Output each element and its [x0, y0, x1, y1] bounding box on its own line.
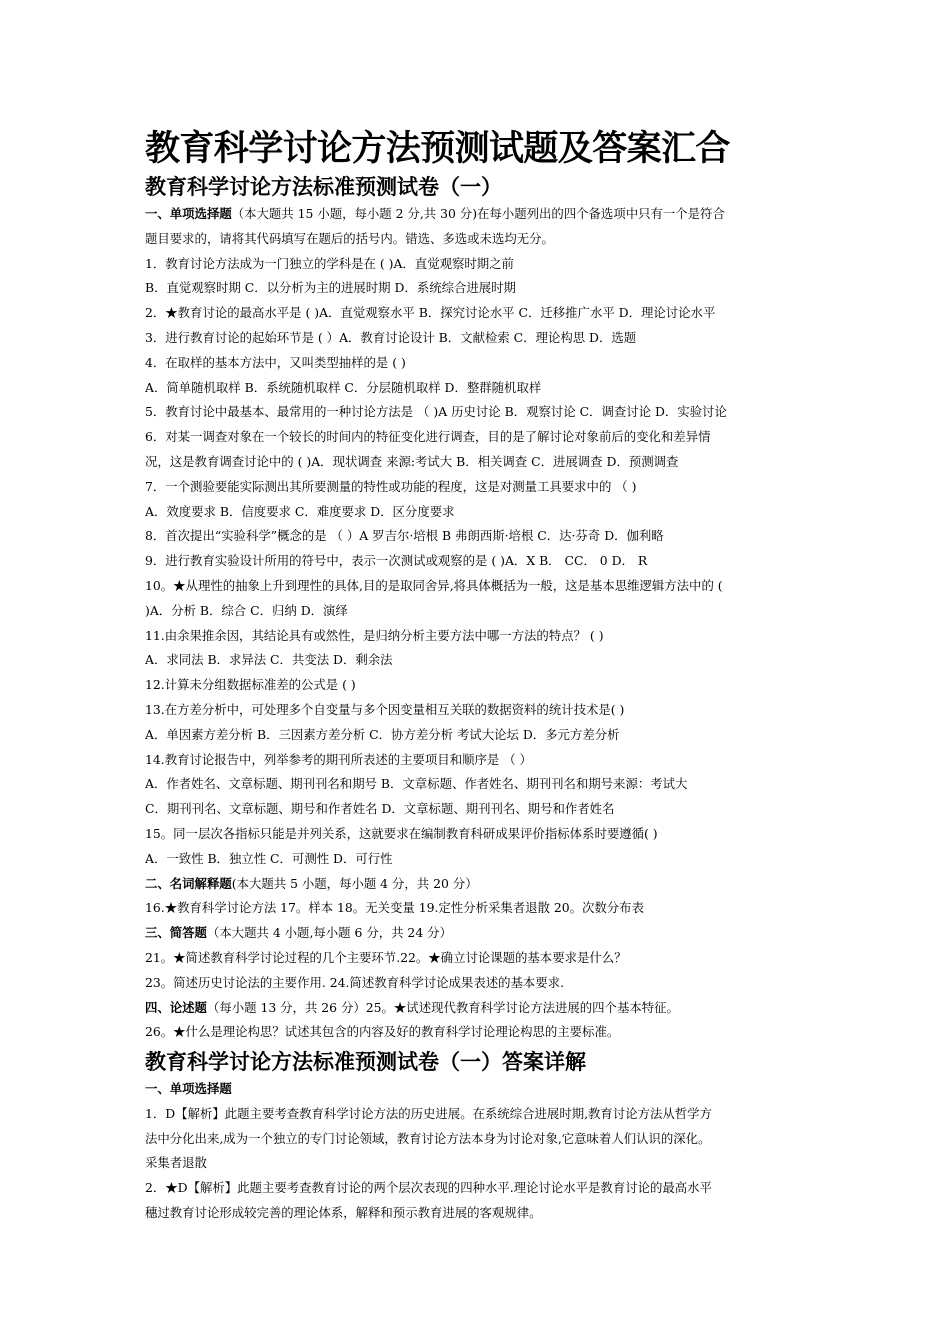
text-line [145, 946, 813, 971]
text-line [145, 723, 813, 748]
text-line [145, 1077, 813, 1102]
line-text: 12.计算未分组数据标准差的公式是 ( ) [145, 677, 356, 693]
line-text: （本大题共 4 小题,每小题 6 分，共 24 分） [206, 925, 452, 941]
text-line [145, 276, 813, 301]
line-text: 采集者退散 [145, 1155, 207, 1171]
answer-body [145, 1077, 813, 1226]
line-text: 4．在取样的基本方法中，又叫类型抽样的是 ( ) [145, 354, 406, 370]
line-text: 16.★教育科学讨论方法 17。样本 18。无关变量 19.定性分析采集者退散 20。次数分布表 [145, 900, 644, 916]
line-text: 23。简述历史讨论法的主要作用. 24.简述教育科学讨论成果表述的基本要求. [145, 974, 565, 990]
line-text: 1．教育讨论方法成为一门独立的学科是在 ( )A．直觉观察时期之前 [145, 255, 514, 271]
text-line [145, 872, 813, 897]
text-line [145, 326, 813, 351]
line-text: 2．★教育讨论的最高水平是 ( )A．直觉观察水平 B．探究讨论水平 C．迁移推广水平 D．理论讨论水平 [145, 305, 716, 321]
text-line [145, 624, 813, 649]
line-text: )A．分析 B．综合 C．归纳 D．演绎 [145, 602, 348, 618]
line-text: 法中分化出来,成为一个独立的专门讨论领域，教育讨论方法本身为讨论对象,它意味着人们认识的深化。 [145, 1130, 711, 1146]
section-heading: 一、单项选择题 [145, 206, 232, 221]
line-text: 9．进行教育实验设计所用的符号中，表示一次测试或观察的是 ( )A．X B． CC． 0 D． R [145, 553, 648, 569]
line-text: 10。★从理性的抽象上升到理性的具体,目的是取同舍异,将具体概括为一般，这是基本思维逻辑方法中的 ( [145, 577, 723, 593]
text-line [145, 227, 813, 252]
line-text: （本大题共 15 小题，每小题 2 分,共 30 分)在每小题列出的四个备选项中只有一个是符合 [231, 206, 725, 221]
line-text: A．作者姓名、文章标题、期刊刊名和期号 B．文章标题、作者姓名、期刊刊名和期号来源：考试大 [145, 776, 688, 792]
exam-body [145, 202, 813, 1045]
text-line [145, 599, 813, 624]
text-line [145, 698, 813, 723]
line-text: 7．一个测验要能实际测出其所要测量的特性或功能的程度，这是对测量工具要求中的 （ ) [145, 478, 637, 494]
text-line [145, 971, 813, 996]
text-line [145, 202, 813, 227]
line-text: 11.由余果推余因，其结论具有或然性，是归纳分析主要方法中哪一方法的特点？ ( ) [145, 627, 604, 643]
line-text: 2．★D【解析】此题主要考查教育讨论的两个层次表现的四种水平.理论讨论水平是教育讨论的最高水平 [145, 1180, 712, 1196]
text-line [145, 1201, 813, 1226]
text-line [145, 921, 813, 946]
text-line [145, 301, 813, 326]
paper-title: 教育科学讨论方法标准预测试卷（一） [145, 175, 502, 199]
line-text: 26。★什么是理论构思？试述其包含的内容及好的教育科学讨论理论构思的主要标准。 [145, 1024, 620, 1040]
text-line [145, 574, 813, 599]
line-text: 14.教育讨论报告中，列举参考的期刊所表述的主要项目和顺序是 （ ） [145, 751, 532, 767]
text-line [145, 252, 813, 277]
answer-title: 教育科学讨论方法标准预测试卷（一）答案详解 [145, 1050, 586, 1075]
line-text: 8．首次提出“实验科学”概念的是 （ ）A 罗吉尔·培根 B 弗朗西斯·培根 C．达·芬奇 D．伽利略 [145, 528, 664, 544]
text-line [145, 425, 813, 450]
text-line [145, 673, 813, 698]
line-text: 3．进行教育讨论的起始环节是 ( ）A．教育讨论设计 B．文献检索 C．理论构思 D．选题 [145, 329, 637, 345]
document-page [145, 126, 813, 1226]
text-line [145, 1020, 813, 1045]
line-text: (本大题共 5 小题，每小题 4 分，共 20 分） [231, 875, 478, 891]
line-text: A．简单随机取样 B．系统随机取样 C．分层随机取样 D．整群随机取样 [145, 379, 542, 395]
text-line [145, 400, 813, 425]
text-line [145, 748, 813, 773]
line-text: 穗过教育讨论形成较完善的理论体系，解释和预示教育进展的客观规律。 [145, 1205, 542, 1221]
text-line [145, 549, 813, 574]
line-text: A．效度要求 B．信度要求 C．难度要求 D．区分度要求 [145, 503, 455, 519]
section-heading: 二、名词解释题 [145, 875, 232, 891]
line-text: （每小题 13 分，共 26 分）25。★试述现代教育科学讨论方法进展的四个基本特征。 [206, 999, 679, 1015]
line-text: 5．教育讨论中最基本、最常用的一种讨论方法是 （ )A 历史讨论 B．观察讨论 C．调查讨论 D．实验讨论 [145, 404, 727, 420]
line-text: A．求同法 B．求异法 C．共变法 D．剩余法 [145, 652, 393, 668]
document-title: 教育科学讨论方法预测试题及答案汇合 [145, 129, 730, 169]
line-text: 题目要求的，请将其代码填写在题后的括号内。错选、多选或未选均无分。 [145, 230, 554, 246]
text-line [145, 351, 813, 376]
line-text: B．直觉观察时期 C．以分析为主的进展时期 D．系统综合进展时期 [145, 280, 516, 296]
text-line [145, 475, 813, 500]
text-line [145, 648, 813, 673]
section-heading: 四、论述题 [145, 999, 207, 1015]
text-line [145, 376, 813, 401]
text-line [145, 450, 813, 475]
text-line [145, 797, 813, 822]
line-text: A．一致性 B．独立性 C．可测性 D．可行性 [145, 850, 393, 866]
text-line [145, 1127, 813, 1152]
line-text: C．期刊刊名、文章标题、期号和作者姓名 D．文章标题、期刊刊名、期号和作者姓名 [145, 801, 615, 817]
line-text: 况，这是教育调查讨论中的 ( )A．现状调查 来源:考试大 B．相关调查 C．进展调查 D．预测调查 [145, 453, 679, 469]
text-line [145, 896, 813, 921]
text-line [145, 996, 813, 1021]
text-line [145, 1102, 813, 1127]
line-text: 15。同一层次各指标只能是并列关系，这就要求在编制教育科研成果评价指标体系时要遵循( ) [145, 825, 658, 841]
line-text: 1．D【解析】此题主要考查教育科学讨论方法的历史进展。在系统综合进展时期,教育讨论方法从哲学方 [145, 1105, 712, 1121]
text-line [145, 772, 813, 797]
text-line [145, 1151, 813, 1176]
line-text: A．单因素方差分析 B．三因素方差分析 C．协方差分析 考试大论坛 D．多元方差分析 [145, 726, 620, 742]
line-text: 6．对某一调查对象在一个较长的时间内的特征变化进行调查，目的是了解讨论对象前后的变化和差异情 [145, 429, 711, 445]
text-line [145, 524, 813, 549]
line-text: 21。★简述教育科学讨论过程的几个主要环节.22。★确立讨论课题的基本要求是什么？ [145, 949, 627, 965]
section-heading: 三、简答题 [145, 925, 207, 941]
text-line [145, 822, 813, 847]
line-text: 13.在方差分析中，可处理多个自变量与多个因变量相互关联的数据资料的统计技术是( ) [145, 701, 625, 717]
text-line [145, 1176, 813, 1201]
text-line [145, 500, 813, 525]
section-heading: 一、单项选择题 [145, 1081, 232, 1097]
text-line [145, 847, 813, 872]
